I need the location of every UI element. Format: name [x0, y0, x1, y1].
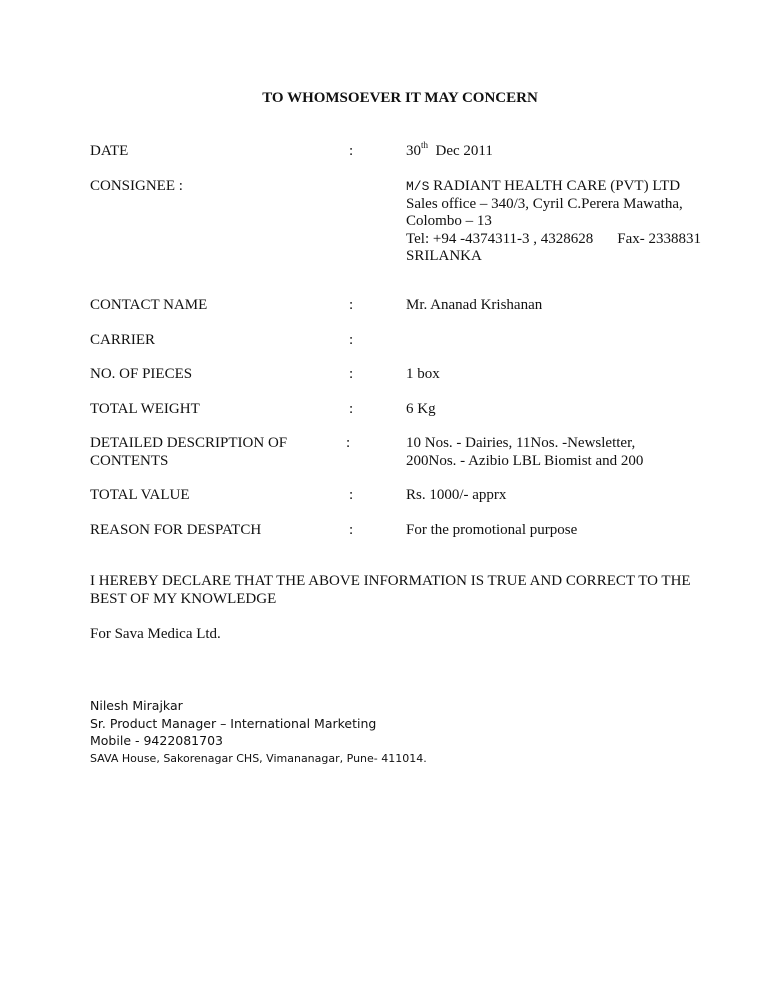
- description-value-line: 200Nos. - Azibio LBL Biomist and 200: [406, 452, 644, 469]
- date-value: [406, 140, 493, 161]
- date-label: DATE: [90, 143, 129, 159]
- pieces-label: NO. OF PIECES: [90, 366, 193, 382]
- description-label: [90, 435, 287, 470]
- consignee-address-line: Sales office – 340/3, Cyril C.Perera Mawatha,: [406, 195, 683, 212]
- weight-label: TOTAL WEIGHT: [90, 401, 200, 417]
- consignee-tel: Tel: +94 -4374311-3 , 4328628: [406, 230, 594, 247]
- consignee-city: Colombo – 13: [406, 213, 492, 229]
- description-colon: :: [346, 435, 351, 451]
- description-label-line: DETAILED DESCRIPTION OF: [90, 435, 288, 451]
- carrier-label: CARRIER: [90, 332, 156, 348]
- description-value: [406, 435, 643, 470]
- signatory-name: Nilesh Mirajkar: [90, 698, 183, 713]
- reason-label: REASON FOR DESPATCH: [90, 522, 262, 538]
- pieces-value: 1 box: [406, 366, 440, 382]
- consignee-value: [406, 178, 701, 266]
- consignee-name-rest: RADIANT HEALTH CARE (PVT) LTD: [433, 178, 681, 194]
- date-rest: Dec 2011: [435, 143, 493, 159]
- date-day: 30: [406, 143, 421, 159]
- date-suffix: th: [421, 140, 429, 150]
- weight-colon: :: [349, 401, 354, 417]
- contact-name-value: Mr. Ananad Krishanan: [406, 297, 543, 313]
- consignee-fax: Fax- 2338831: [617, 230, 702, 247]
- reason-value: For the promotional purpose: [406, 522, 578, 538]
- description-label-line: CONTENTS: [90, 452, 169, 469]
- consignee-label: CONSIGNEE :: [90, 178, 183, 194]
- description-value-line: 10 Nos. - Dairies, 11Nos. -Newsletter,: [406, 435, 636, 451]
- total-value-label: TOTAL VALUE: [90, 487, 190, 503]
- consignee-name-prefix: M/S: [406, 179, 430, 194]
- consignee-phone-line: [406, 231, 701, 249]
- signatory-address: SAVA House, Sakorenagar CHS, Vimananagar, Pune- 411014.: [90, 751, 427, 765]
- signature-block: [90, 697, 427, 767]
- consignee-name: [406, 178, 701, 196]
- signatory-designation: Sr. Product Manager – International Marketing: [90, 715, 377, 731]
- contact-name-label: CONTACT NAME: [90, 297, 208, 313]
- weight-value: 6 Kg: [406, 401, 436, 417]
- date-colon: :: [349, 143, 354, 159]
- consignee-country: SRILANKA: [406, 248, 482, 264]
- carrier-colon: :: [349, 332, 354, 348]
- letter-title: TO WHOMSOEVER IT MAY CONCERN: [262, 90, 538, 106]
- for-company: For Sava Medica Ltd.: [90, 626, 221, 642]
- reason-colon: :: [349, 522, 354, 538]
- declaration-text: I HEREBY DECLARE THAT THE ABOVE INFORMATION IS TRUE AND CORRECT TO THE BEST OF MY KNOWLEDGE: [90, 573, 691, 607]
- total-value-value: Rs. 1000/- apprx: [406, 487, 507, 503]
- total-value-colon: :: [349, 487, 354, 503]
- pieces-colon: :: [349, 366, 354, 382]
- signatory-mobile: Mobile - 9422081703: [90, 733, 223, 748]
- contact-name-colon: :: [349, 297, 354, 313]
